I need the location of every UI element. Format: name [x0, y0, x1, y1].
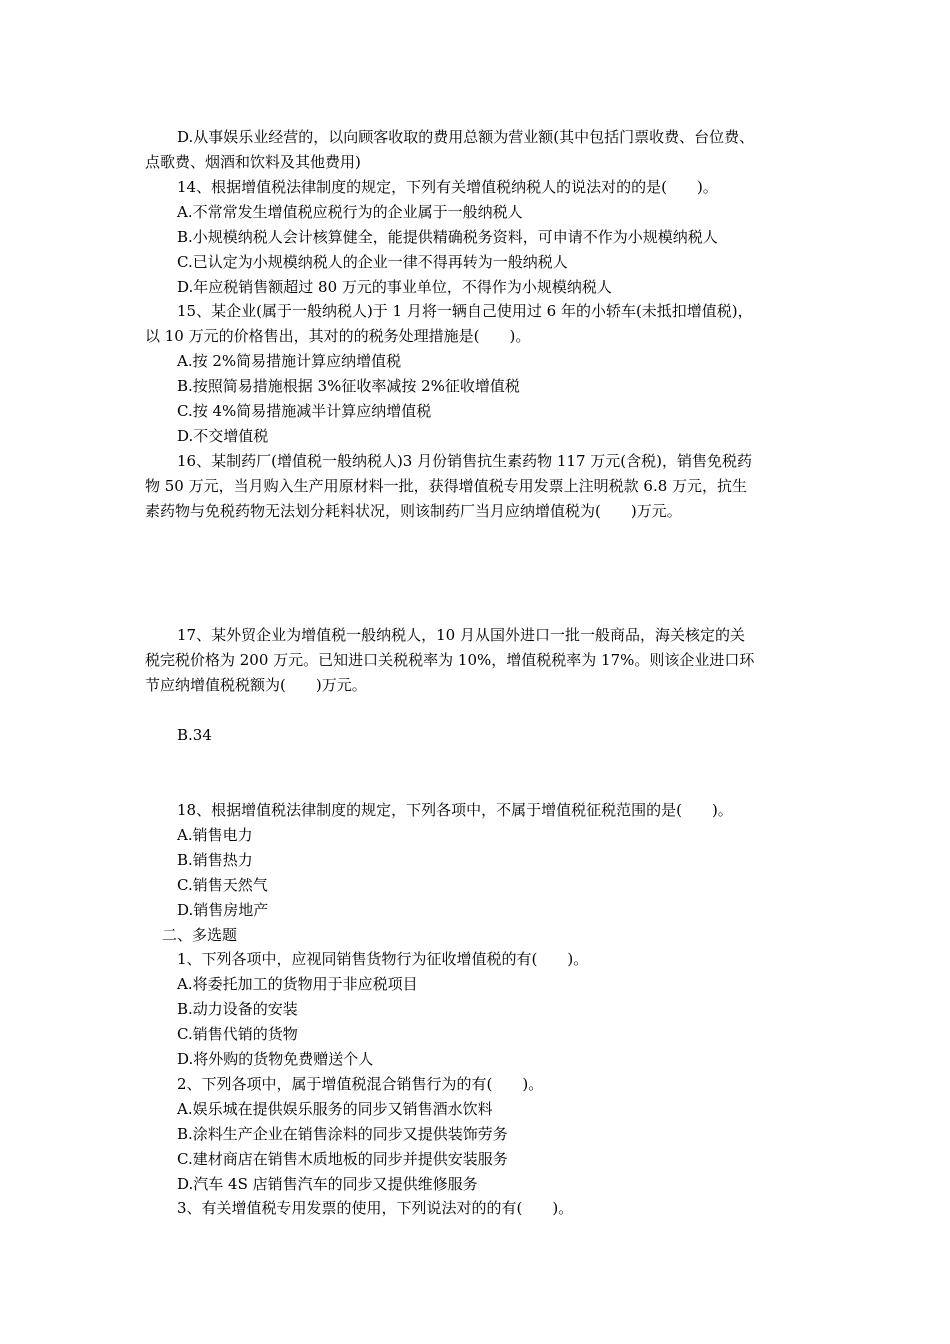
option-d-q13-cont: 点歌费、烟酒和饮料及其他费用) [145, 153, 361, 171]
option-a-q14: A.不常常发生增值税应税行为的企业属于一般纳税人 [177, 203, 523, 221]
section-heading-multiple-choice: 二、多选题 [162, 926, 238, 944]
question-17-cont-2: 节应纳增值税税额为( )万元。 [145, 676, 367, 694]
option-b-q17: B.34 [177, 726, 212, 744]
option-a-q15: A.按 2%简易措施计算应纳增值税 [177, 352, 402, 370]
option-b-q18: B.销售热力 [177, 851, 253, 869]
option-a-mc2: A.娱乐城在提供娱乐服务的同步又销售酒水饮料 [177, 1100, 493, 1118]
question-16-cont-1: 物 50 万元，当月购入生产用原材料一批，获得增值税专用发票上注明税款 6.8 万元，抗生 [145, 477, 748, 495]
question-17: 17、某外贸企业为增值税一般纳税人，10 月从国外进口一批一般商品，海关核定的关 [177, 626, 745, 644]
option-a-q18: A.销售电力 [177, 826, 253, 844]
mc-question-3: 3、有关增值税专用发票的使用，下列说法对的的有( )。 [177, 1199, 574, 1217]
question-18: 18、根据增值税法律制度的规定，下列各项中，不属于增值税征税范围的是( )。 [177, 801, 733, 819]
option-d-q14: D.年应税销售额超过 80 万元的事业单位，不得作为小规模纳税人 [177, 278, 612, 296]
option-d-q13: D.从事娱乐业经营的，以向顾客收取的费用总额为营业额(其中包括门票收费、台位费、 [177, 128, 755, 146]
option-a-mc1: A.将委托加工的货物用于非应税项目 [177, 975, 418, 993]
option-d-mc2: D.汽车 4S 店销售汽车的同步又提供维修服务 [177, 1175, 478, 1193]
option-b-q15: B.按照简易措施根据 3%征收率减按 2%征收增值税 [177, 377, 520, 395]
option-c-mc2: C.建材商店在销售木质地板的同步并提供安装服务 [177, 1150, 508, 1168]
option-b-mc2: B.涂料生产企业在销售涂料的同步又提供装饰劳务 [177, 1125, 508, 1143]
option-b-q14: B.小规模纳税人会计核算健全，能提供精确税务资料，可申请不作为小规模纳税人 [177, 228, 718, 246]
question-16: 16、某制药厂(增值税一般纳税人)3 月份销售抗生素药物 117 万元(含税)，销售免税药 [177, 452, 752, 470]
option-c-mc1: C.销售代销的货物 [177, 1025, 298, 1043]
option-d-q15: D.不交增值税 [177, 427, 269, 445]
option-b-mc1: B.动力设备的安装 [177, 1000, 298, 1018]
question-17-cont-1: 税完税价格为 200 万元。已知进口关税税率为 10%，增值税税率为 17%。则该企业进口环 [145, 651, 755, 669]
question-16-cont-2: 素药物与免税药物无法划分耗料状况，则该制药厂当月应纳增值税为( )万元。 [145, 502, 682, 520]
option-c-q14: C.已认定为小规模纳税人的企业一律不得再转为一般纳税人 [177, 253, 568, 271]
mc-question-2: 2、下列各项中，属于增值税混合销售行为的有( )。 [177, 1075, 544, 1093]
option-c-q15: C.按 4%简易措施减半计算应纳增值税 [177, 402, 432, 420]
mc-question-1: 1、下列各项中，应视同销售货物行为征收增值税的有( )。 [177, 950, 589, 968]
option-d-mc1: D.将外购的货物免费赠送个人 [177, 1050, 374, 1068]
option-d-q18: D.销售房地产 [177, 901, 269, 919]
question-15: 15、某企业(属于一般纳税人)于 1 月将一辆自己使用过 6 年的小轿车(未抵扣增值税)， [177, 302, 753, 320]
question-14: 14、根据增值税法律制度的规定，下列有关增值税纳税人的说法对的的是( )。 [177, 178, 718, 196]
question-15-cont: 以 10 万元的价格售出，其对的的税务处理措施是( )。 [145, 327, 531, 345]
option-c-q18: C.销售天然气 [177, 876, 268, 894]
